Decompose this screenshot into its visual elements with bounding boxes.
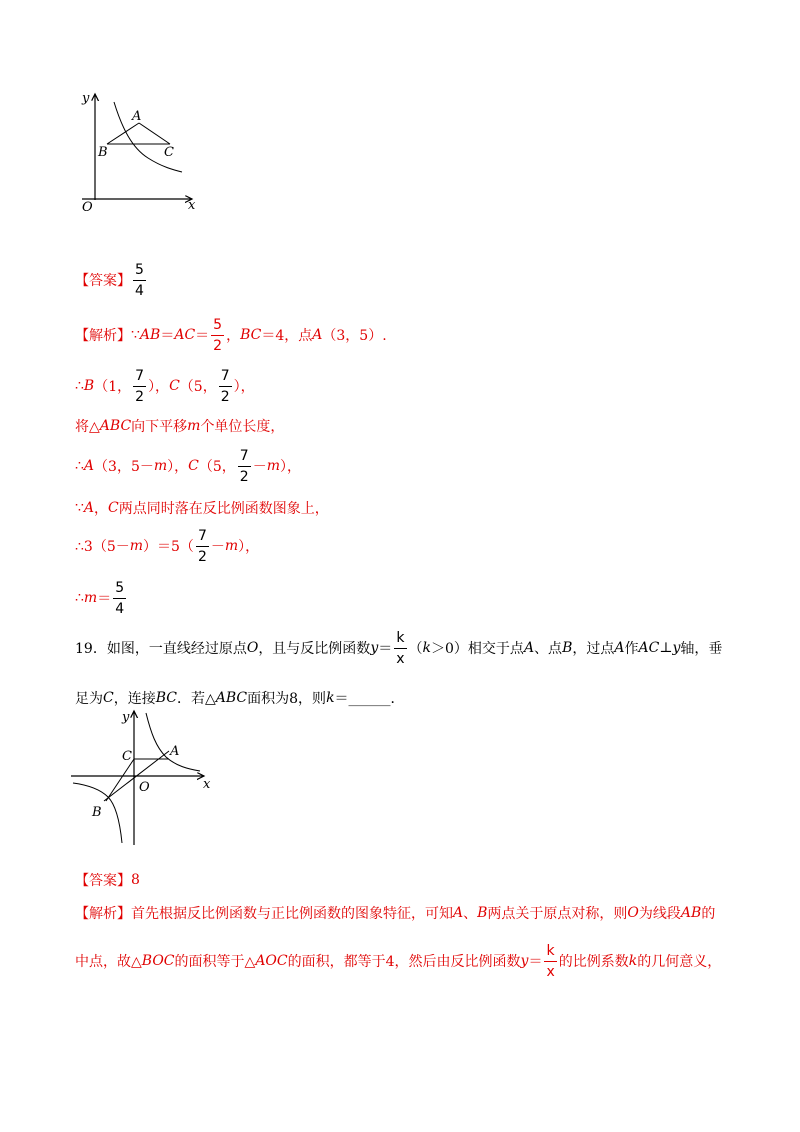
fraction: $\frac{k}{x}$ <box>396 629 405 667</box>
analysis-1-line-7: ∴ m ＝ $\frac{5}{4}$ <box>75 579 125 617</box>
fraction: $\frac{7}{2}$ <box>239 447 249 485</box>
point-c-label: C <box>122 749 132 764</box>
analysis-1-line-2: ∴ B （1， $\frac{7}{2}$ ）， C （5， $\frac{7}{2}$ ）， <box>75 367 255 405</box>
answer-tag: 【答案】 <box>75 873 131 889</box>
fraction: $\frac{k}{x}$ <box>546 942 555 980</box>
point-a-label: A <box>132 109 142 124</box>
y-label: y <box>82 91 90 106</box>
origin-label: O <box>82 200 93 215</box>
answer-tag: 【答案】 <box>75 273 131 289</box>
analysis-1-line-4: ∴ A （3，5－ m ）， C （5， $\frac{7}{2}$ － m ）， <box>75 447 301 485</box>
fraction: $\frac{5}{2}$ <box>213 316 223 354</box>
analysis-1-line-6: ∴3（5－ m ）＝5（ $\frac{7}{2}$ － m ）， <box>75 527 260 565</box>
x-label: x <box>188 198 196 213</box>
point-a-label: A <box>170 744 180 759</box>
analysis-2-line-2: 中点，故△ BOC 的面积等于△ AOC 的面积，都等于4，然后由反比例函数 y ＝ $\frac{k}{x}$ 的比例系数 k 的几何意义， <box>75 942 722 980</box>
fraction: $\frac{7}{2}$ <box>220 367 230 405</box>
y-label: y <box>122 710 130 725</box>
segment-bc <box>106 759 134 801</box>
answer-2 <box>75 868 140 892</box>
segment-ac <box>139 123 170 144</box>
answer-value: 8 <box>131 872 140 888</box>
point-c-label: C <box>164 145 174 160</box>
hyperbola-curve <box>114 102 182 172</box>
answer-1 <box>75 260 148 300</box>
question-19-line-2: 足为 C ，连接 BC ．若△ ABC 面积为8，则 k ＝______． <box>75 690 405 707</box>
analysis-1-line-3: 将△ ABC 向下平移 m 个单位长度， <box>75 418 285 435</box>
fraction: $\frac{5}{4}$ <box>115 579 125 617</box>
analysis-1-line-5: ∵ A ， C 两点同时落在反比例函数图象上， <box>75 500 329 517</box>
answer-fraction: $\frac{5}{4}$ <box>135 261 144 299</box>
x-label: x <box>203 777 211 792</box>
fraction: $\frac{7}{2}$ <box>135 367 145 405</box>
analysis-2-line-1: 【解析】 首先根据反比例函数与正比例函数的图象特征，可知 A 、 B 两点关于原点对称，则 O 为线段 AB 的 <box>75 905 716 922</box>
question-19-line-1: 19．如图，一直线经过原点 O ，且与反比例函数 y ＝ $\frac{k}{x}$ （ k ＞0）相交于点 A 、点 B ，过点 A 作 AC ⊥ y 轴，垂 <box>75 629 723 667</box>
point-b-label: B <box>92 805 102 820</box>
fraction: $\frac{7}{2}$ <box>197 527 207 565</box>
figure-1 <box>70 88 210 218</box>
analysis-1-line-1: 【解析】 ∵ AB ＝ AC ＝ $\frac{5}{2}$ ， BC ＝4，点 A （3，5）. <box>75 316 387 354</box>
point-b-label: B <box>98 145 108 160</box>
origin-label: O <box>139 780 150 795</box>
figure-2 <box>68 705 218 850</box>
